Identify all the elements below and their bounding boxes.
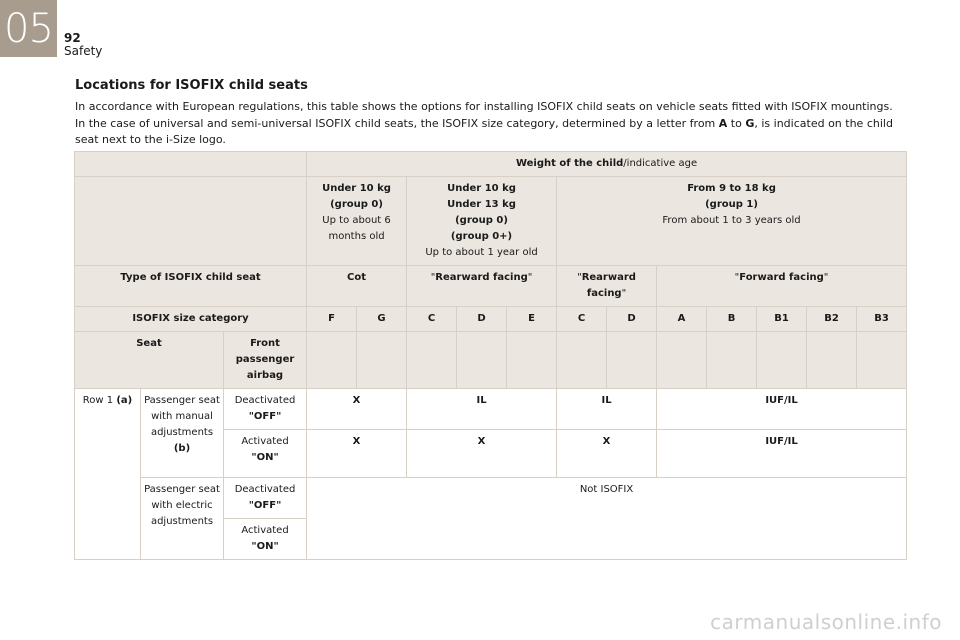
seat-header-row bbox=[75, 332, 907, 389]
group-1-cell: From 9 to 18 kg (group 1) From about 1 to 3 years old bbox=[557, 177, 907, 266]
isofix-table bbox=[74, 151, 907, 560]
intro-text bbox=[75, 99, 905, 149]
manual-deactivated-row bbox=[75, 389, 907, 430]
size-cell: F bbox=[307, 307, 357, 332]
size-cell: B2 bbox=[807, 307, 857, 332]
electric-seat-label: Passenger seat with electric adjustments bbox=[141, 478, 224, 560]
size-cell: E bbox=[507, 307, 557, 332]
airbag-deactivated: Deactivated "OFF" bbox=[224, 478, 307, 519]
type-cot: Cot bbox=[307, 266, 407, 307]
type-row bbox=[75, 266, 907, 307]
intro-line-1: In accordance with European regulations, this table shows the options for installing ISOFIX child seats on vehicle seats fitted with ISOFIX mountings. bbox=[75, 100, 893, 113]
size-row bbox=[75, 307, 907, 332]
value-cell: X bbox=[407, 430, 557, 478]
airbag-deactivated: Deactivated "OFF" bbox=[224, 389, 307, 430]
seat-label: Seat bbox=[75, 332, 224, 389]
type-label: Type of ISOFIX child seat bbox=[75, 266, 307, 307]
value-cell: IUF/IL bbox=[657, 389, 907, 430]
weight-header-row bbox=[75, 152, 907, 177]
size-cell: B3 bbox=[857, 307, 907, 332]
size-cell: D bbox=[607, 307, 657, 332]
not-isofix-cell: Not ISOFIX bbox=[307, 478, 907, 560]
size-cell: D bbox=[457, 307, 507, 332]
intro-line-2: In the case of universal and semi-universal ISOFIX child seats, the ISOFIX size category, determined by a letter from A to G, is indicated on the child seat next to the i-Size logo. bbox=[75, 116, 893, 146]
group-0-cell: Under 10 kg (group 0) Up to about 6 months old bbox=[307, 177, 407, 266]
groups-row bbox=[75, 177, 907, 266]
size-cell: B bbox=[707, 307, 757, 332]
size-cell: G bbox=[357, 307, 407, 332]
value-cell: IL bbox=[407, 389, 557, 430]
airbag-activated: Activated "ON" bbox=[224, 430, 307, 478]
size-cell: B1 bbox=[757, 307, 807, 332]
row-1-label: Row 1 (a) bbox=[75, 389, 141, 560]
type-rearward-1: "Rearward facing" bbox=[407, 266, 557, 307]
group-0plus-cell: Under 10 kg Under 13 kg (group 0) (group 0+) Up to about 1 year old bbox=[407, 177, 557, 266]
empty-cell bbox=[75, 152, 307, 177]
value-cell: X bbox=[307, 389, 407, 430]
manual-seat-label: Passenger seat with manual adjustments (b) bbox=[141, 389, 224, 478]
page-number: 92 bbox=[64, 31, 81, 45]
page-title: Locations for ISOFIX child seats bbox=[75, 78, 308, 93]
section-name: Safety bbox=[64, 44, 103, 58]
value-cell: IL bbox=[557, 389, 657, 430]
type-rearward-2: "Rearward facing" bbox=[557, 266, 657, 307]
value-cell: X bbox=[307, 430, 407, 478]
watermark: carmanualsonline.info bbox=[710, 610, 942, 634]
value-cell: X bbox=[557, 430, 657, 478]
size-cell: A bbox=[657, 307, 707, 332]
airbag-label: Front passenger airbag bbox=[224, 332, 307, 389]
airbag-activated: Activated "ON" bbox=[224, 519, 307, 560]
size-cell: C bbox=[407, 307, 457, 332]
electric-deactivated-row bbox=[75, 478, 907, 519]
size-cell: C bbox=[557, 307, 607, 332]
empty-cell bbox=[75, 177, 307, 266]
chapter-number: 05 bbox=[0, 0, 57, 57]
type-forward: "Forward facing" bbox=[657, 266, 907, 307]
weight-header: Weight of the child/indicative age bbox=[307, 152, 907, 177]
value-cell: IUF/IL bbox=[657, 430, 907, 478]
size-label: ISOFIX size category bbox=[75, 307, 307, 332]
